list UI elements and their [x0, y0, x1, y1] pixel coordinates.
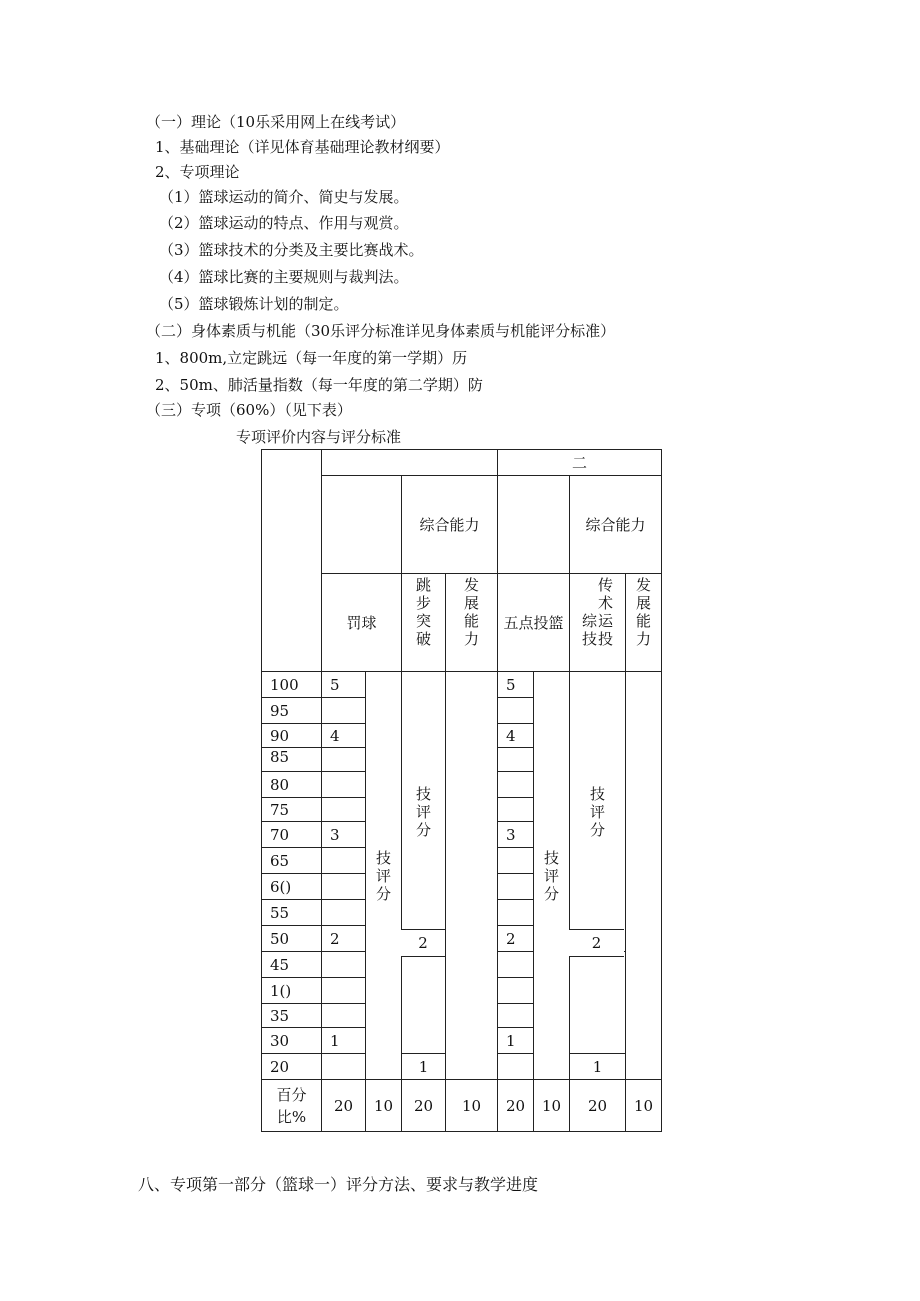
sem1-mark: 4: [322, 724, 366, 748]
semester1-header: [322, 450, 498, 476]
tech-eval-sem1-freethrow: [366, 672, 402, 1080]
percent-cell: 10: [446, 1080, 498, 1132]
jump-mark-1: 1: [402, 1054, 446, 1080]
line-item-1: （1）篮球运动的简介、简史与发展。: [159, 188, 409, 206]
sem2-mark: 2: [498, 926, 534, 952]
sem2-mark: [498, 848, 534, 874]
pass-mark-2: 2: [569, 929, 624, 957]
jump-step-label: 跳步突破: [415, 576, 431, 648]
percent-cell: 20: [498, 1080, 534, 1132]
table-caption: 专项评价内容与评分标准: [236, 428, 402, 446]
line-item-4: （4）篮球比赛的主要规则与裁判法。: [159, 268, 409, 286]
sem2-blank: [498, 476, 570, 574]
line-physical: （二）身体素质与机能（30乐评分标准详见身体素质与机能评分标准）: [146, 322, 616, 340]
score-cell: 85: [262, 748, 322, 772]
sem1-mark: [322, 698, 366, 724]
tech-eval-sem2-five: [534, 672, 570, 1080]
line-physical-1: 1、800m,立定跳远（每一年度的第一学期）历: [155, 349, 468, 367]
sem1-mark: 3: [322, 822, 366, 848]
score-cell: 55: [262, 900, 322, 926]
line-basic-theory: 1、基础理论（详见体育基础理论教材纲要）: [155, 138, 450, 156]
score-cell: 45: [262, 952, 322, 978]
percent-cell: 10: [534, 1080, 570, 1132]
tech-eval-label: 技评分: [375, 848, 391, 903]
sem1-mark: [322, 848, 366, 874]
sem2-mark: [498, 798, 534, 822]
line-theory: （一）理论（10乐采用网上在线考试）: [146, 113, 406, 131]
score-cell: 100: [262, 672, 322, 698]
line-special: （三）专项（60%）（见下表）: [146, 401, 352, 419]
sem1-blank: [322, 476, 402, 574]
score-cell: 1(): [262, 978, 322, 1004]
develop-col-1: [446, 672, 498, 1080]
sem1-mark: [322, 900, 366, 926]
jump-mark-2: 2: [401, 929, 445, 957]
sem1-mark: 5: [322, 672, 366, 698]
comp-skill-label: 综技: [581, 612, 597, 648]
sem2-mark: [498, 1054, 534, 1080]
free-throw-label: 罚球: [346, 614, 377, 632]
percent-label: 百分比%: [262, 1080, 322, 1132]
five-point-label: 五点投篮: [503, 614, 564, 632]
score-cell: 6(): [262, 874, 322, 900]
sem1-mark: [322, 772, 366, 798]
sem1-mark: [322, 874, 366, 900]
comprehensive-ability-1: 综合能力: [402, 476, 498, 574]
line-physical-2: 2、50m、肺活量指数（每一年度的第二学期）防: [155, 376, 483, 394]
sem1-mark: [322, 1054, 366, 1080]
section-heading: 八、专项第一部分（篮球一）评分方法、要求与教学进度: [138, 1175, 539, 1194]
pass-shoot-header: [570, 574, 626, 672]
sem1-mark: [322, 748, 366, 772]
sem1-mark: 2: [322, 926, 366, 952]
percent-cell: 20: [322, 1080, 366, 1132]
pass-shoot-label: 传术运投: [597, 576, 613, 648]
sem1-mark: [322, 952, 366, 978]
line-item-3: （3）篮球技术的分类及主要比赛战术。: [159, 241, 424, 259]
score-cell: 30: [262, 1028, 322, 1054]
develop-label-1: 发展能力: [463, 576, 479, 648]
develop-col-2: [626, 672, 662, 1080]
sem2-mark: [498, 952, 534, 978]
sem2-mark: [498, 1004, 534, 1028]
percent-cell: 10: [366, 1080, 402, 1132]
line-special-theory: 2、专项理论: [155, 163, 240, 181]
percent-cell: 20: [570, 1080, 626, 1132]
sem1-mark: [322, 798, 366, 822]
score-cell: 75: [262, 798, 322, 822]
sem2-mark: [498, 748, 534, 772]
score-cell: 50: [262, 926, 322, 952]
jump-step-header: [402, 574, 446, 672]
sem2-mark: [498, 698, 534, 724]
sem1-mark: [322, 1004, 366, 1028]
score-cell: 20: [262, 1054, 322, 1080]
sem2-mark: 4: [498, 724, 534, 748]
free-throw-header: [322, 574, 402, 672]
line-item-2: （2）篮球运动的特点、作用与观赏。: [159, 214, 409, 232]
score-cell: 35: [262, 1004, 322, 1028]
comprehensive-ability-2: 综合能力: [570, 476, 662, 574]
score-cell: 90: [262, 724, 322, 748]
score-cell: 95: [262, 698, 322, 724]
tech-eval-label: 技评分: [589, 784, 605, 839]
sem1-mark: 1: [322, 1028, 366, 1054]
pass-lower-blank: [570, 952, 626, 1054]
sem2-mark: [498, 978, 534, 1004]
score-cell: 65: [262, 848, 322, 874]
tech-eval-label: 技评分: [415, 784, 431, 839]
sem2-mark: [498, 874, 534, 900]
percent-cell: 10: [626, 1080, 662, 1132]
sem2-mark: [498, 900, 534, 926]
pass-mark-1: 1: [570, 1054, 626, 1080]
scoring-table: [261, 449, 662, 1132]
tech-eval-pass: [570, 672, 626, 952]
develop-header-1: [446, 574, 498, 672]
sem1-mark: [322, 978, 366, 1004]
sem2-mark: 1: [498, 1028, 534, 1054]
tech-eval-jump: [402, 672, 446, 952]
percent-cell: 20: [402, 1080, 446, 1132]
score-cell: 80: [262, 772, 322, 798]
sem2-mark: 3: [498, 822, 534, 848]
develop-header-2: [626, 574, 662, 672]
sem2-mark: [498, 772, 534, 798]
score-header-blank: [262, 450, 322, 672]
develop-label-2: 发展能力: [635, 576, 651, 648]
jump-lower-blank: [402, 952, 446, 1054]
line-item-5: （5）篮球锻炼计划的制定。: [159, 295, 349, 313]
sem2-mark: 5: [498, 672, 534, 698]
score-cell: 70: [262, 822, 322, 848]
tech-eval-label: 技评分: [543, 848, 559, 903]
semester2-header: 二: [498, 450, 662, 476]
five-point-header: [498, 574, 570, 672]
